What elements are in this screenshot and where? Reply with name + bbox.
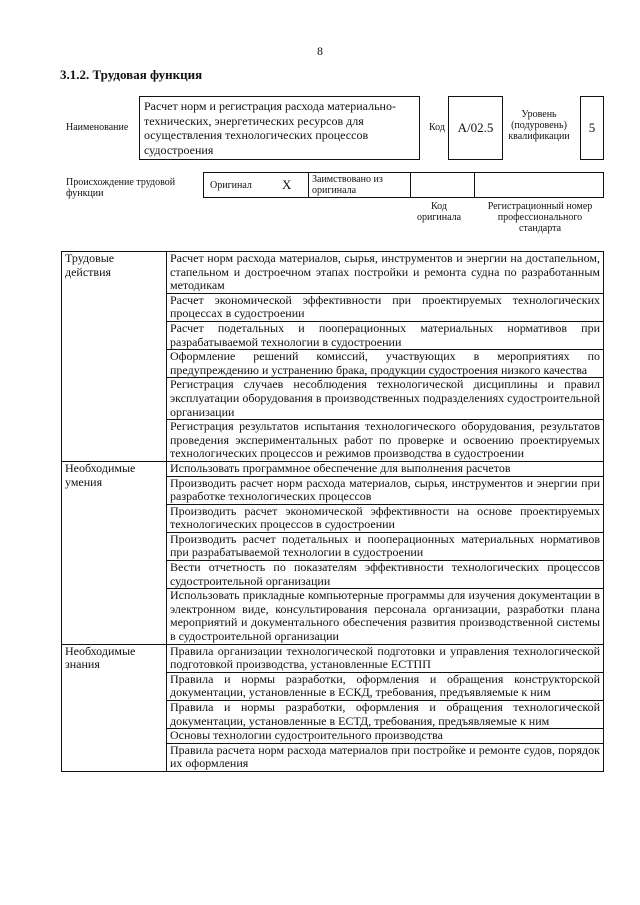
origin-row: [203, 172, 604, 198]
code-original-cell: [411, 173, 475, 197]
category-cell: Трудовые действия: [62, 252, 167, 462]
table-row: [62, 252, 604, 294]
page-number: 8: [317, 44, 323, 58]
item-cell: Регистрация случаев несоблюдения технологической дисциплины и правил эксплуатации оборудования в производственных подразделениях судостроительной организации: [167, 378, 604, 420]
item-cell: Производить расчет норм расхода материалов, сырья, инструментов и энергии при разработке технологических процессов: [167, 476, 604, 504]
item-cell: Основы технологии судостроительного производства: [167, 729, 604, 744]
item-cell: Использовать программное обеспечение для выполнения расчетов: [167, 461, 604, 476]
item-cell: Оформление решений комиссий, участвующих в мероприятиях по предупреждению и устранению брака, продукции судостроения низкого качества: [167, 350, 604, 378]
code-original-label: Код оригинала: [416, 201, 462, 223]
reg-number-label: Регистрационный номер профессионального стандарта: [487, 201, 593, 234]
section-title: 3.1.2. Трудовая функция: [60, 67, 203, 82]
item-cell: Правила организации технологической подготовки и управления технологической подготовкой производства, установленные ЕСТПП: [167, 644, 604, 672]
item-cell: Правила и нормы разработки, оформления и обращения технологической документации, установленные в ЕСТД, требования, предъявляемые к ним: [167, 701, 604, 729]
borrowed-label: Заимствовано из оригинала: [312, 174, 383, 196]
item-cell: Производить расчет экономической эффективности на основе проектируемых технологических процессов в судостроении: [167, 504, 604, 532]
item-cell: Производить расчет подетальных и пооперационных материальных нормативов при разрабатываемой технологии в судостроении: [167, 532, 604, 560]
item-cell: Расчет норм расхода материалов, сырья, инструментов и энергии на достапельном, стапельном и достроечном этапах постройки и ремонта судна по разработанным методикам: [167, 252, 604, 294]
category-cell: Необходимые знания: [62, 644, 167, 771]
qualification-level-box: 5: [580, 96, 604, 160]
code-label: Код: [429, 122, 445, 133]
original-mark: X: [282, 177, 292, 192]
reg-number-cell: [475, 173, 603, 197]
table-row: [62, 461, 604, 476]
item-cell: Регистрация результатов испытания технологического оборудования, результатов проведения экспериментальных работ по проверке и освоению проектируемых технологических процессов и режимов производства в судостроении: [167, 420, 604, 462]
item-cell: Использовать прикладные компьютерные программы для изучения документации в электронном виде, консультирования персонала организации, разработки плана мероприятий и документального обеспечения развития производственной системы в судостроительной организации: [167, 589, 604, 644]
original-label: Оригинал: [210, 180, 252, 191]
item-cell: Расчет подетальных и пооперационных материальных нормативов при разрабатываемой технологии в судостроении: [167, 321, 604, 349]
item-cell: Расчет экономической эффективности при проектируемых технологических процессах в судостроении: [167, 293, 604, 321]
name-label: Наименование: [66, 122, 129, 133]
code-value-box: А/02.5: [448, 96, 503, 160]
item-cell: Вести отчетность по показателям эффективности технологических процессов судостроительной организации: [167, 561, 604, 589]
original-cell: [204, 173, 309, 197]
item-cell: Правила расчета норм расхода материалов при постройке и ремонте судов, порядок их оформления: [167, 743, 604, 771]
labor-function-table: [61, 251, 604, 772]
borrowed-cell: [309, 173, 411, 197]
function-name-box: Расчет норм и регистрация расхода материально-технических, энергетических ресурсов для осуществления технологических процессов судостроения: [139, 96, 420, 160]
item-cell: Правила и нормы разработки, оформления и обращения конструкторской документации, установленные в ЕСКД, требования, предъявляемые к ним: [167, 672, 604, 700]
table-row: [62, 644, 604, 672]
category-cell: Необходимые умения: [62, 461, 167, 644]
qualification-level-label: Уровень (подуровень) квалификации: [508, 109, 570, 142]
origin-label: Происхождение трудовой функции: [66, 177, 176, 199]
